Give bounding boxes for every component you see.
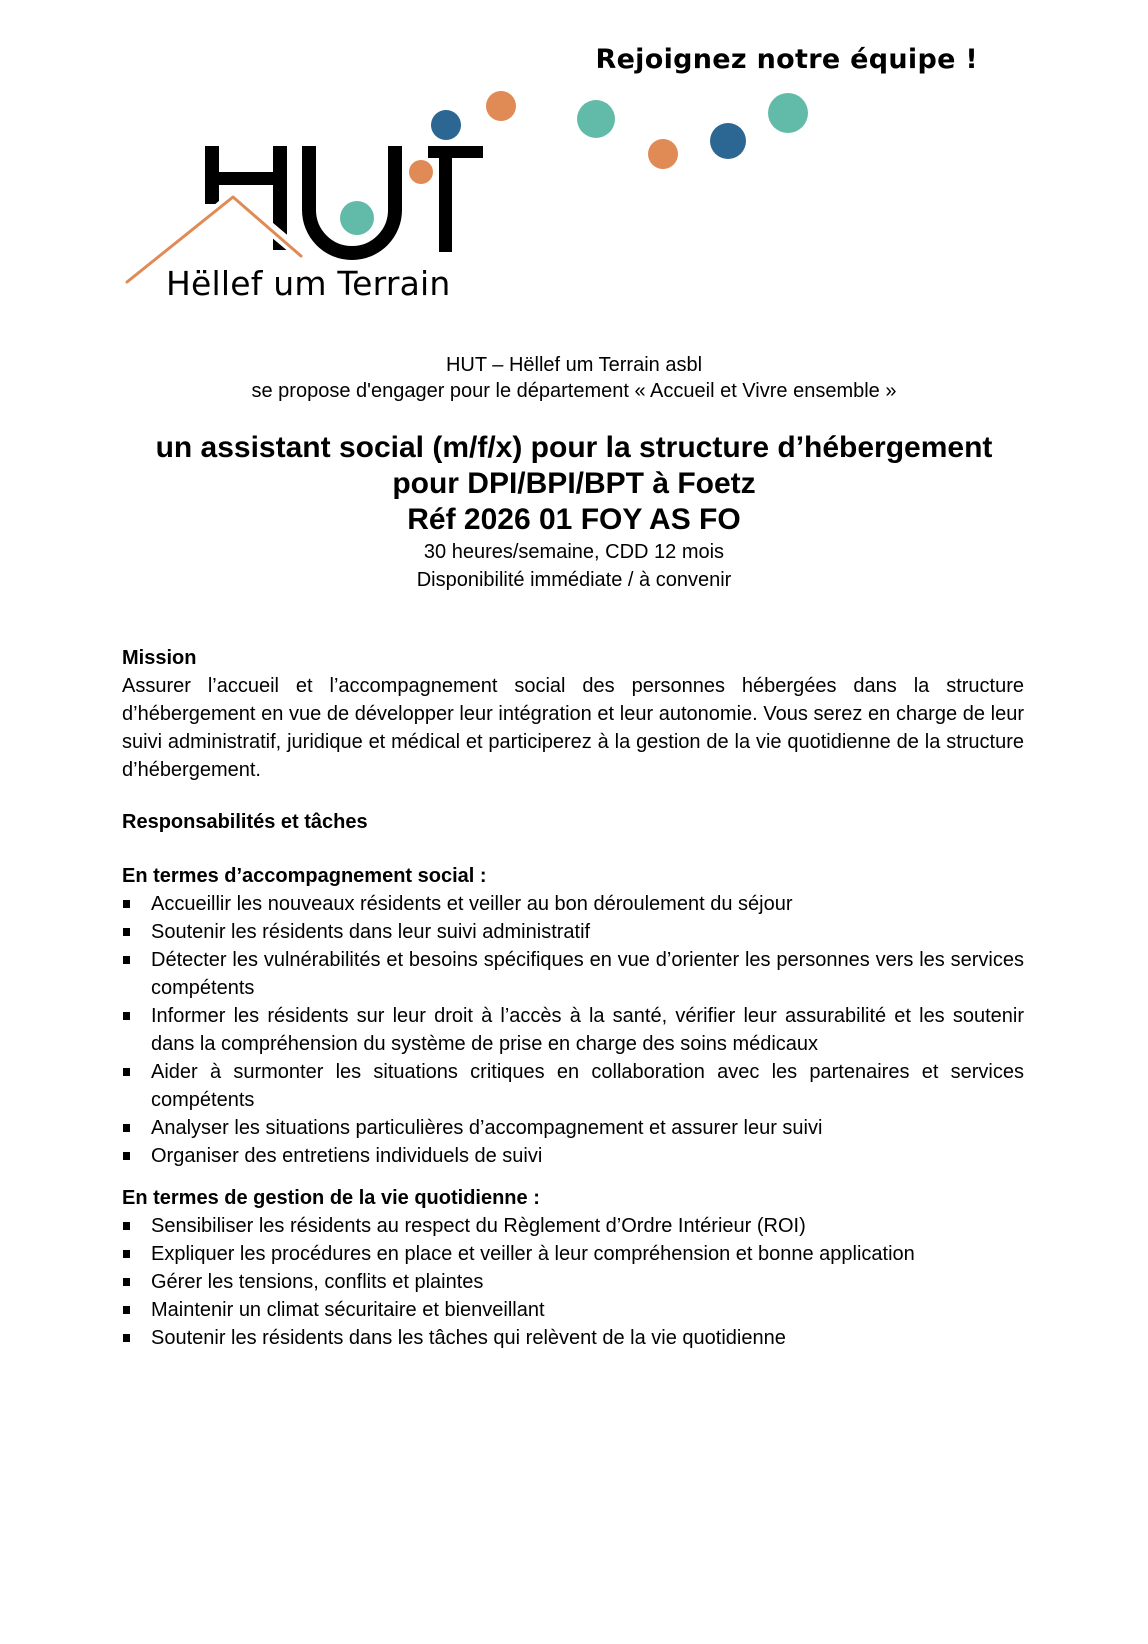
- bullet-icon: [123, 1334, 130, 1342]
- mission-section: [122, 644, 1024, 784]
- bullet-icon: [123, 956, 130, 964]
- dot-teal-2: [768, 93, 808, 133]
- social-heading: En termes d’accompagnement social :: [122, 865, 487, 887]
- list-item: Informer les résidents sur leur droit à l’accès à la santé, vérifier leur assurabilité et les soutenir dans la compréhension du système de prise en charge des soins médicaux: [122, 1002, 1024, 1058]
- tagline: Rejoignez notre équipe !: [595, 44, 978, 75]
- dot-teal-1: [577, 100, 615, 138]
- daily-heading: En termes de gestion de la vie quotidienne :: [122, 1187, 540, 1209]
- job-title: [0, 430, 1148, 538]
- dept-line: se propose d'engager pour le département « Accueil et Vivre ensemble »: [251, 380, 897, 402]
- bullet-icon: [123, 1250, 130, 1258]
- daily-section: [122, 1184, 1024, 1352]
- social-section: [122, 862, 1024, 1170]
- mission-heading: Mission: [122, 647, 197, 669]
- list-item: Expliquer les procédures en place et veiller à leur compréhension et bonne application: [122, 1240, 1024, 1268]
- responsibilities-section: [122, 808, 1024, 836]
- job-hours: 30 heures/semaine, CDD 12 mois: [423, 541, 725, 563]
- list-item: Gérer les tensions, conflits et plaintes: [122, 1268, 1024, 1296]
- dot-teal-in-u: [340, 201, 374, 235]
- social-list: [122, 890, 1024, 1170]
- bullet-icon: [123, 1306, 130, 1314]
- bullet-icon: [123, 1152, 130, 1160]
- list-item: Accueillir les nouveaux résidents et veiller au bon déroulement du séjour: [122, 890, 1024, 918]
- list-item: Soutenir les résidents dans leur suivi administratif: [122, 918, 1024, 946]
- job-meta: [0, 538, 1148, 594]
- bullet-icon: [123, 1068, 130, 1076]
- dot-orange-2: [648, 139, 678, 169]
- list-item: Analyser les situations particulières d’accompagnement et assurer leur suivi: [122, 1114, 1024, 1142]
- list-item: Aider à surmonter les situations critiques en collaboration avec les partenaires et services compétents: [122, 1058, 1024, 1114]
- list-item: Organiser des entretiens individuels de suivi: [122, 1142, 1024, 1170]
- dot-blue-1: [431, 110, 461, 140]
- job-title-line1: un assistant social (m/f/x) pour la structure d’hébergement: [155, 431, 993, 464]
- job-reference: Réf 2026 01 FOY AS FO: [407, 503, 741, 536]
- dot-orange-small: [409, 160, 433, 184]
- dot-blue-2: [710, 123, 746, 159]
- bullet-icon: [123, 1278, 130, 1286]
- logo-letter-u: [309, 146, 395, 253]
- bullet-icon: [123, 1124, 130, 1132]
- list-item: Maintenir un climat sécuritaire et bienveillant: [122, 1296, 1024, 1324]
- responsibilities-heading: Responsabilités et tâches: [122, 811, 368, 833]
- bullet-icon: [123, 1222, 130, 1230]
- mission-text: Assurer l’accueil et l’accompagnement social des personnes hébergées dans la structure d’hébergement en vue de développer leur intégration et leur autonomie. Vous serez en charge de leur suivi administratif, juridique et médical et participerez à la gestion de la vie quotidienne de la structure d’hébergement.: [122, 675, 1024, 781]
- bullet-icon: [123, 900, 130, 908]
- daily-list: [122, 1212, 1024, 1352]
- logo-letter-t: [428, 146, 483, 252]
- intro-block: [0, 352, 1148, 404]
- job-availability: Disponibilité immédiate / à convenir: [416, 569, 732, 591]
- list-item: Soutenir les résidents dans les tâches qui relèvent de la vie quotidienne: [122, 1324, 1024, 1352]
- bullet-icon: [123, 1012, 130, 1020]
- list-item: Sensibiliser les résidents au respect du Règlement d’Ordre Intérieur (ROI): [122, 1212, 1024, 1240]
- dot-orange-1: [486, 91, 516, 121]
- bullet-icon: [123, 928, 130, 936]
- job-title-line2: pour DPI/BPI/BPT à Foetz: [392, 467, 756, 500]
- list-item: Détecter les vulnérabilités et besoins spécifiques en vue d’orienter les personnes vers les services compétents: [122, 946, 1024, 1002]
- logo-subtitle: Hëllef um Terrain: [166, 264, 451, 303]
- org-line: HUT – Hëllef um Terrain asbl: [445, 354, 703, 376]
